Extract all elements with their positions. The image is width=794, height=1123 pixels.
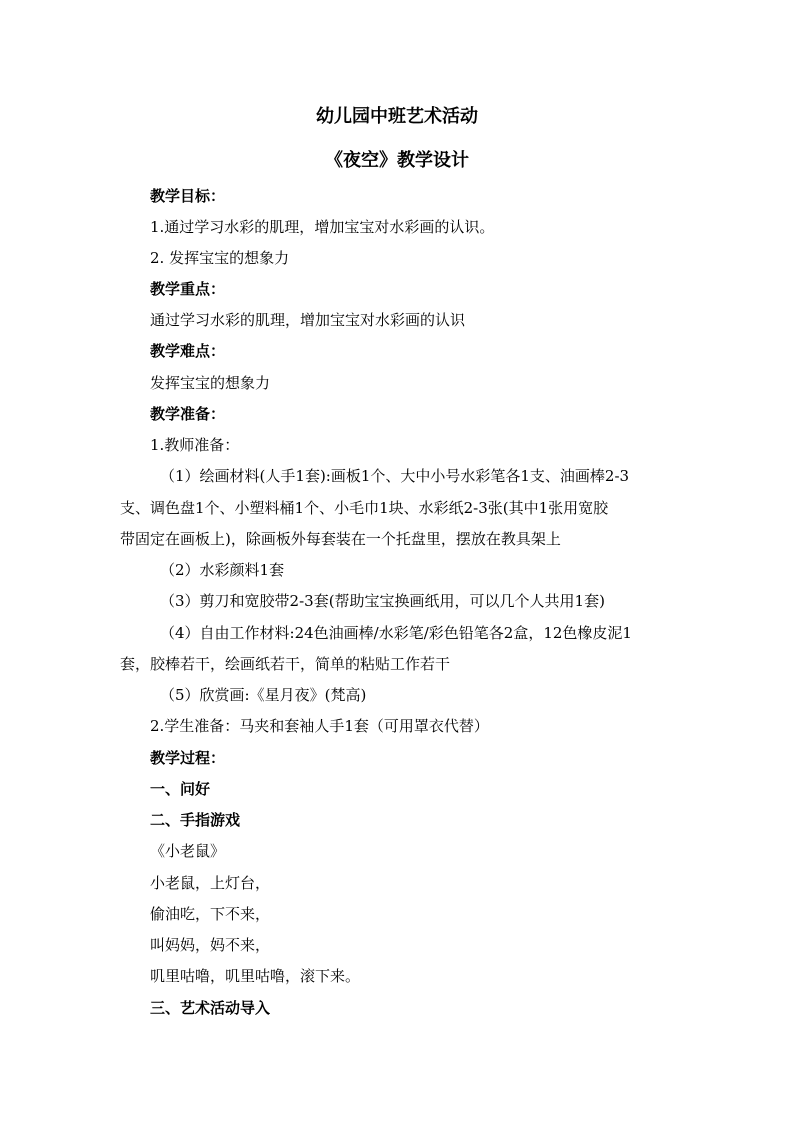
section-heading-preparation: 教学准备： (150, 405, 226, 423)
section-heading-difficulties: 教学难点： (150, 342, 226, 360)
paragraph-line: 小老鼠，上灯台， (150, 874, 271, 892)
paragraph-line: 2.学生准备：马夹和套袖人手1套（可用罩衣代替） (150, 717, 489, 735)
paragraph-line: 叽里咕噜，叽里咕噜，滚下来。 (150, 967, 361, 985)
section-heading-objectives: 教学目标： (150, 187, 226, 205)
document-title: 幼儿园中班艺术活动 (316, 106, 478, 127)
subsection-heading: 二、手指游戏 (150, 811, 241, 829)
paragraph-line: 1.通过学习水彩的肌理，增加宝宝对水彩画的认识。 (150, 218, 495, 236)
paragraph-line: 叫妈妈，妈不来， (150, 936, 271, 954)
paragraph-line: （2）水彩颜料1套 (160, 561, 285, 579)
section-heading-key-points: 教学重点： (150, 280, 226, 298)
paragraph-line: 发挥宝宝的想象力 (150, 374, 271, 392)
paragraph-line: 通过学习水彩的肌理，增加宝宝对水彩画的认识 (150, 311, 466, 329)
paragraph-line: 《小老鼠》 (150, 842, 226, 860)
paragraph-line: 支、调色盘1个、小塑料桶1个、小毛巾1块、水彩纸2-3张(其中1张用宽胶 (120, 499, 609, 517)
paragraph-line: （1）绘画材料(人手1套):画板1个、大中小号水彩笔各1支、油画棒2-3 (160, 467, 630, 485)
paragraph-line: 2. 发挥宝宝的想象力 (150, 249, 290, 267)
paragraph-line: （3）剪刀和宽胶带2-3套(帮助宝宝换画纸用，可以几个人共用1套) (160, 592, 605, 610)
paragraph-line: 1.教师准备： (150, 436, 240, 454)
section-heading-process: 教学过程： (150, 749, 226, 767)
paragraph-line: 带固定在画板上)，除画板外每套装在一个托盘里，摆放在教具架上 (120, 530, 561, 548)
document-subtitle: 《夜空》教学设计 (325, 150, 469, 171)
paragraph-line: 偷油吃，下不来， (150, 905, 271, 923)
paragraph-line: （4）自由工作材料:24色油画棒/水彩笔/彩色铅笔各2盒，12色橡皮泥1 (160, 624, 632, 642)
paragraph-line: （5）欣赏画:《星月夜》(梵高) (160, 686, 367, 704)
paragraph-line: 套，胶棒若干，绘画纸若干，简单的粘贴工作若干 (120, 655, 451, 673)
subsection-heading: 三、艺术活动导入 (150, 999, 271, 1017)
subsection-heading: 一、问好 (150, 780, 211, 798)
